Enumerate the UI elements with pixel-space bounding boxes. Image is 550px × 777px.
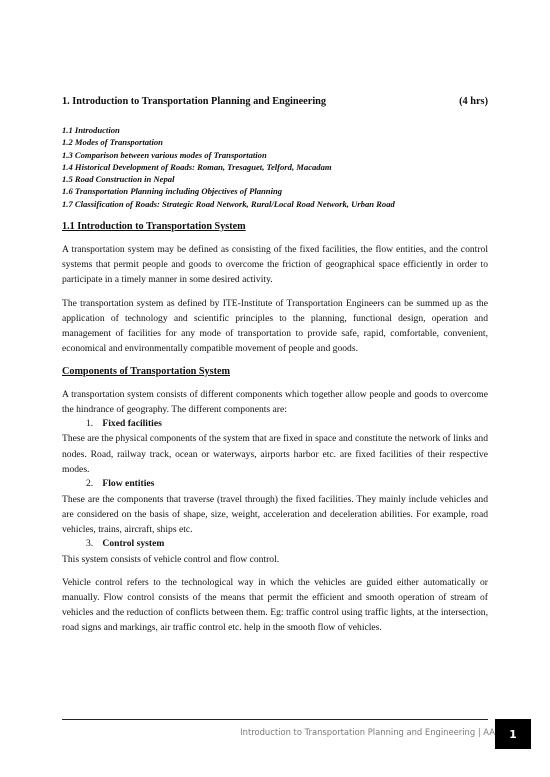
- component-heading-fixed-facilities: [62, 417, 488, 432]
- toc-item: 1.3 Comparison between various modes of Transportation: [62, 149, 267, 160]
- ite-definition-paragraph: The transportation system as defined by ITE-Institute of Transportation Engineers can be summed up as the application of technology and scientific principles to the planning, functional design, operation and management of facilities for any mode of transportation to provide safe, rapid, comfortable, convenient, economical and environmentally compatible movement of people and goods.: [62, 297, 488, 355]
- chapter-hours: (4 hrs): [459, 96, 488, 107]
- toc-item: 1.6 Transportation Planning including Objectives of Planning: [62, 186, 283, 197]
- table-of-contents: [62, 124, 488, 210]
- page-number-box: [495, 719, 531, 749]
- component-description: These are the physical components of the system that are fixed in space and constitute the network of links and nodes. Road, railway track, ocean or waterways, airports harbor etc. are fixed facilities of their respective modes.: [62, 433, 488, 475]
- intro-paragraph: A transportation system may be defined as consisting of the fixed facilities, the flow entities, and the control systems that permit people and goods to overcome the friction of geographical space efficiently in order to participate in a timely manner in some desired activity.: [62, 244, 488, 286]
- section-heading-components: Components of Transportation System: [62, 365, 231, 377]
- toc-item: 1.4 Historical Development of Roads: Roman, Tresaguet, Telford, Macadam: [62, 161, 332, 172]
- component-description: These are the components that traverse (travel through) the fixed facilities. They mainly include vehicles and are considered on the basis of shape, size, weight, acceleration and deceleration abilities. For example, road vehicles, trains, aircraft, ships etc.: [62, 493, 488, 535]
- list-number: 3.: [86, 538, 94, 550]
- list-number: 2.: [86, 478, 94, 490]
- toc-item: 1.5 Road Construction in Nepal: [62, 174, 175, 185]
- footer-running-title: Introduction to Transportation Planning and Engineering | AA: [240, 727, 495, 737]
- chapter-heading: [62, 95, 488, 108]
- toc-item: 1.7 Classification of Roads: Strategic Road Network, Rural/Local Road Network, Urban Road: [62, 198, 395, 209]
- footer-divider: [62, 719, 488, 720]
- components-intro-paragraph: A transportation system consists of different components which together allow people and goods to overcome the hindrance of geography. The different components are:: [62, 388, 488, 415]
- chapter-title: 1. Introduction to Transportation Planning and Engineering: [62, 96, 327, 107]
- page-content: [62, 95, 488, 636]
- component-heading-flow-entities: [62, 477, 488, 492]
- component-title: Control system: [102, 538, 165, 550]
- page-number: 1: [509, 727, 517, 741]
- component-heading-control-system: [62, 537, 488, 552]
- toc-item: 1.1 Introduction: [62, 125, 120, 135]
- control-system-paragraph: Vehicle control refers to the technological way in which the vehicles are guided either automatically or manually. Flow control consists of the means that permit the efficient and smooth operation of stream of vehicles and the reduction of conflicts between them. Eg: traffic control using traffic lights, at the intersection, road signs and markings, air traffic control etc. help in the smooth flow of vehicles.: [62, 576, 488, 634]
- toc-item: 1.2 Modes of Transportation: [62, 137, 163, 148]
- component-description: This system consists of vehicle control and flow control.: [62, 553, 280, 565]
- section-heading-intro: 1.1 Introduction to Transportation System: [62, 221, 246, 233]
- list-number: 1.: [86, 417, 94, 429]
- component-title: Flow entities: [102, 478, 155, 490]
- component-title: Fixed facilities: [102, 417, 162, 429]
